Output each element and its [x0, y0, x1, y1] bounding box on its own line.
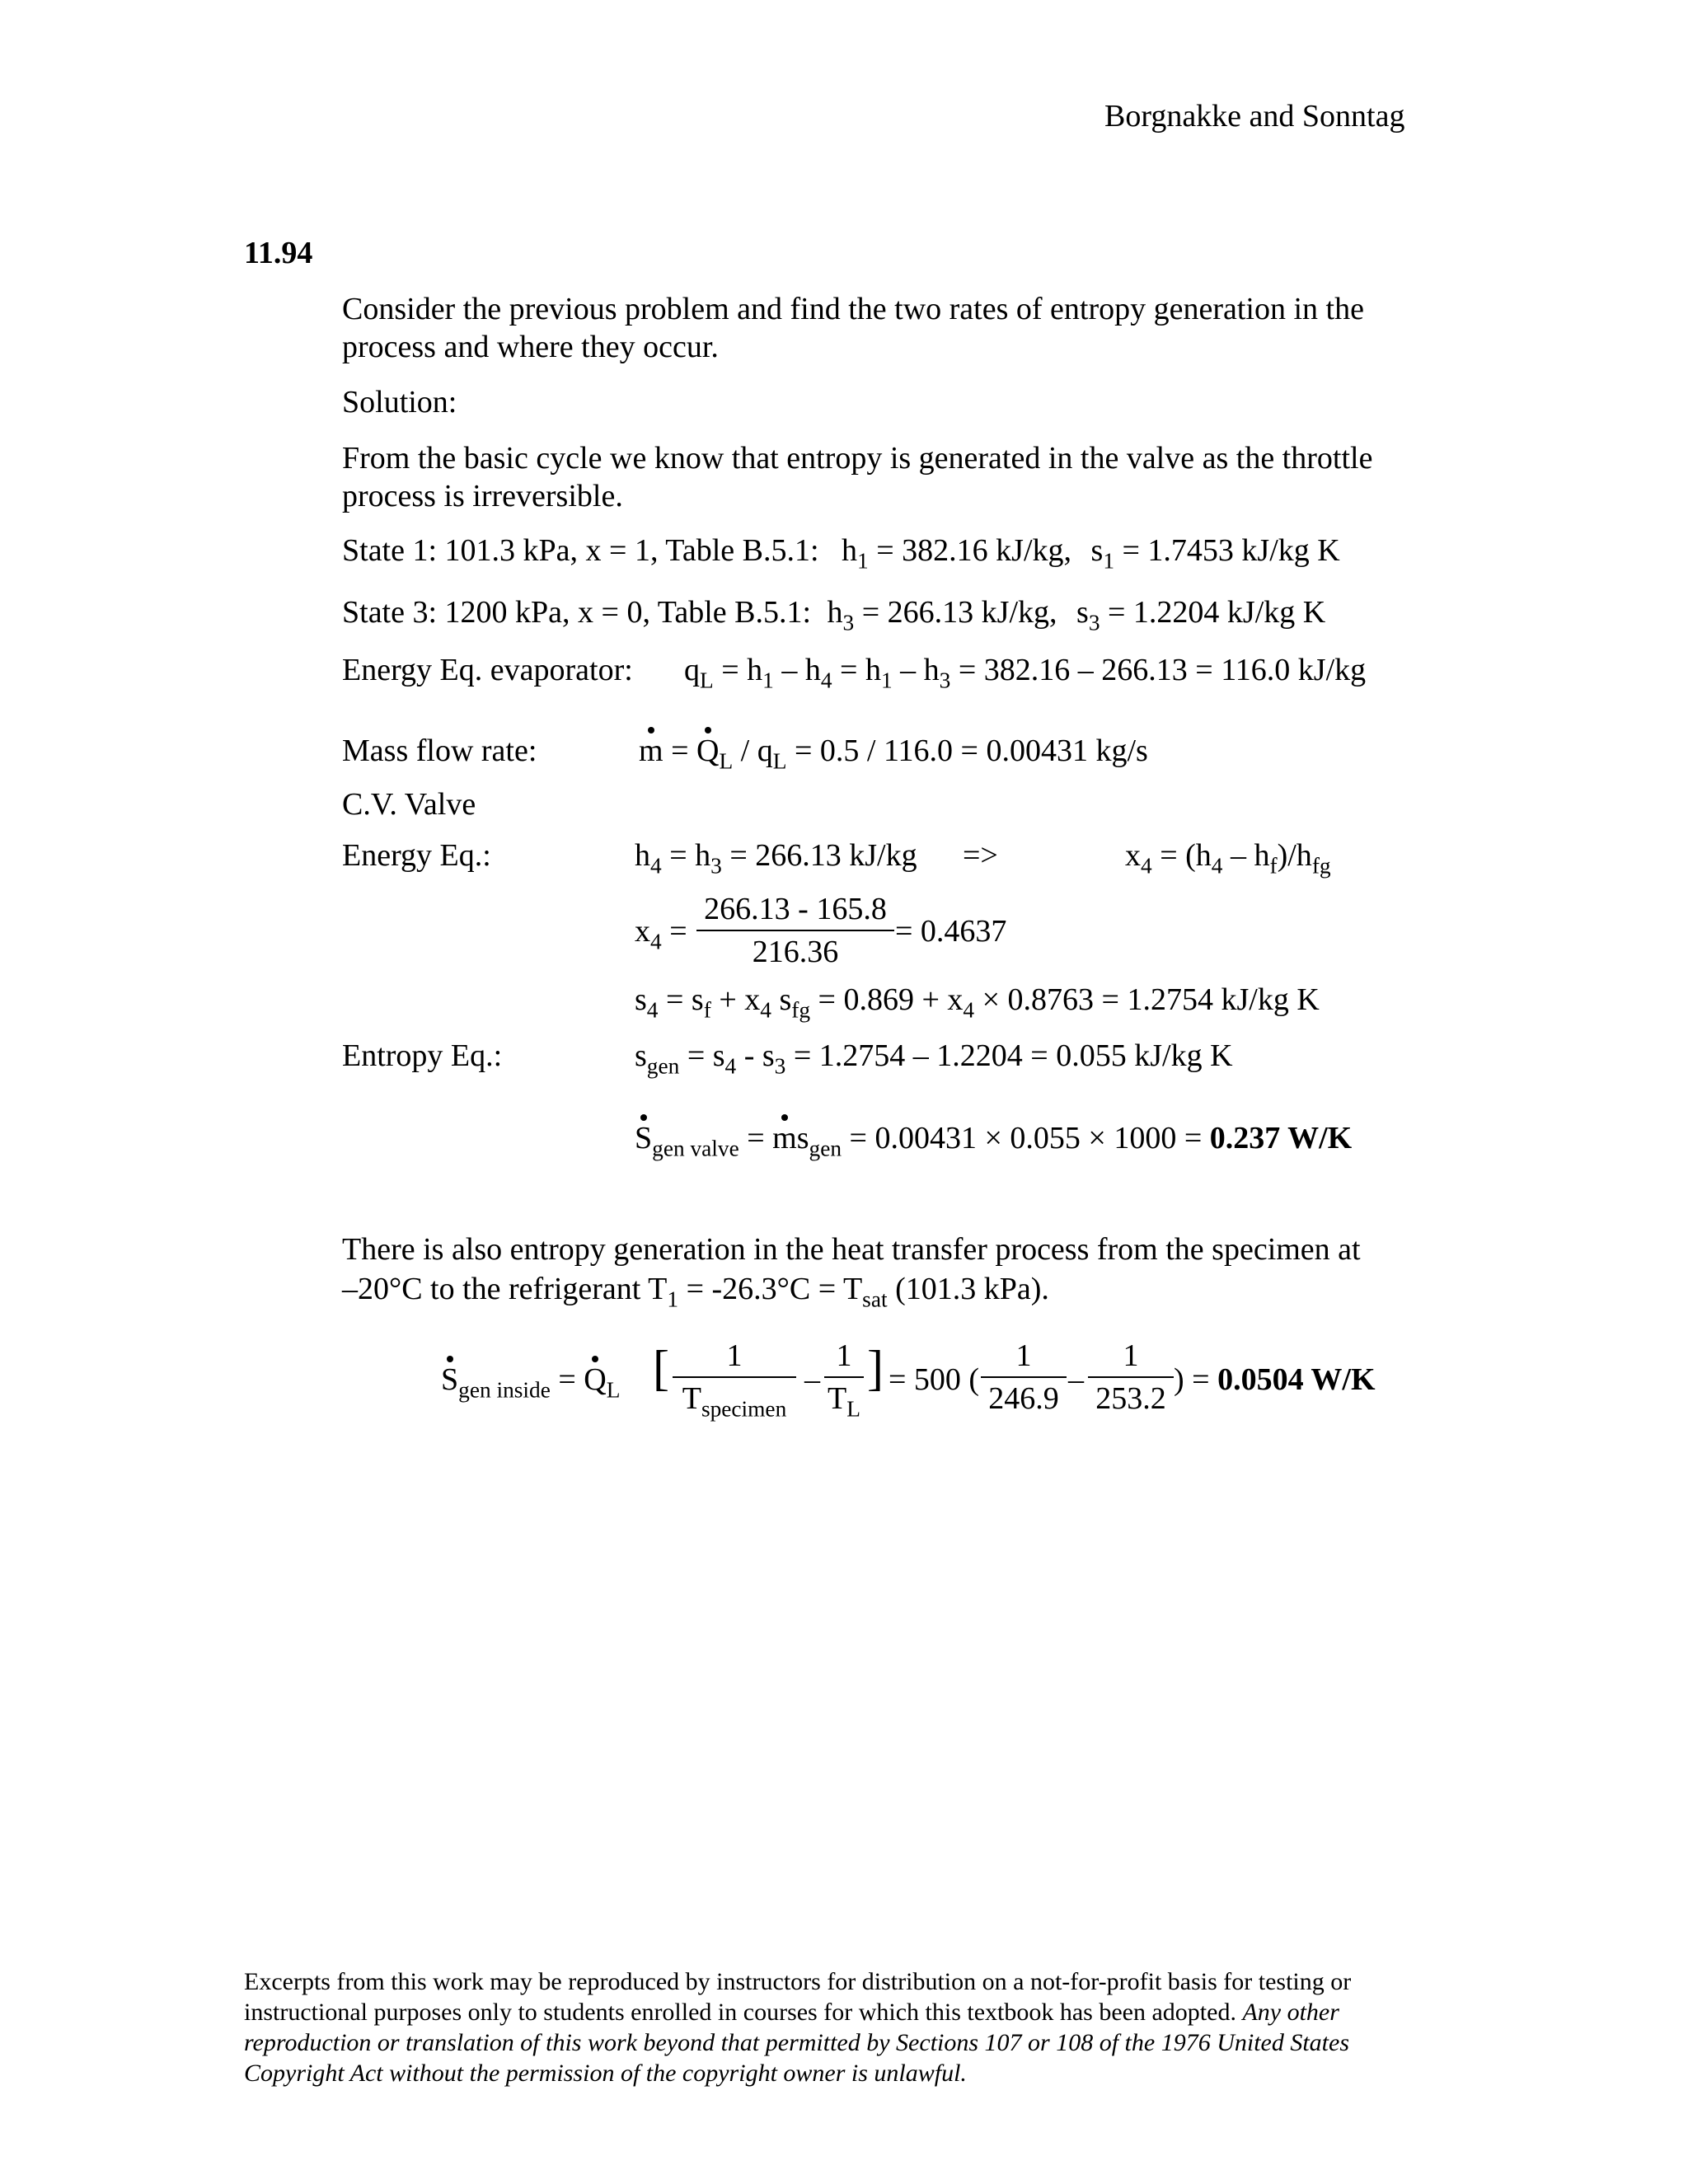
heat-transfer-line1: There is also entropy generation in the heat transfer process from the specimen at [342, 1232, 1361, 1267]
heat-transfer-line2: –20°C to the refrigerant $T_1 = -26.3^\circ C = T_{sat}$ (101.3 kPa). [342, 1272, 1049, 1312]
state3-h: $h_3 = 266.13$ kJ/kg, [827, 595, 1057, 635]
fraction-bar [696, 930, 894, 931]
energy-valve-label: Energy Eq.: [342, 838, 491, 873]
x4-result: = 0.4637 [895, 914, 1007, 949]
sgen-valve-result: 0.237 W/K [1209, 1121, 1353, 1155]
mass-flow-label: Mass flow rate: [342, 733, 537, 768]
problem-number: 11.94 [244, 236, 313, 270]
sgen-inside-tail: ) = 0.0504 W/K [1174, 1362, 1376, 1397]
left-bracket: [ [653, 1341, 669, 1395]
energy-evap-eq: $q_L = h_1 - h_4 = h_1 - h_3 = 382.16 - 266.13 = 116.0$ kJ/kg [684, 653, 1367, 693]
state1-s: $s_1 = 1.7453$ kJ/kg K [1090, 533, 1340, 574]
energy-valve-arrow: => [963, 838, 998, 873]
minus-sign-2: – [1068, 1362, 1084, 1397]
problem-text: Consider the previous problem and find the two rates of entropy generation in the process and where they occur. [342, 292, 1364, 364]
energy-valve-eq: $h_4 = h_3 = 266.13$ kJ/kg [635, 838, 917, 879]
state1-label: State 1: 101.3 kPa, x = 1, Table B.5.1: [342, 533, 819, 568]
sgen-inside-result: 0.0504 W/K [1217, 1362, 1376, 1397]
copyright-footer [244, 1966, 1414, 2088]
sgen-valve-eq: $S_{gen valve} = ms_{gen} = 0.00431 \times 0.055 \times 1000 = 0.237$ W/K [635, 1121, 1353, 1161]
solution-label: Solution: [342, 385, 457, 419]
state1-h: $h_1 = 382.16$ kJ/kg, [842, 533, 1072, 574]
intro-text: From the basic cycle we know that entropy is generated in the valve as the throttle process is irreversible. [342, 441, 1373, 513]
mass-flow-eq: $m = Q_L / q_L = 0.5 / 116.0 = 0.00431$ kg/s [639, 733, 1148, 774]
frac-specimen: 1 $T_{specimen}$ [673, 1337, 796, 1418]
footer-normal: Excerpts from this work may be reproduced by instructors for distribution on a not-for-profit basis for testing or instructional purposes only to students enrolled in courses for which this textbook has been adopted. [244, 1968, 1352, 2026]
sgen-inside-mid: = 500 ( [889, 1362, 980, 1397]
x4-numerator: 266.13 - 165.8 [704, 892, 887, 926]
frac-253: 1 253.2 [1088, 1337, 1174, 1418]
entropy-eq: $s_{gen} = s_4 - s_3 = 1.2754 - 1.2204 = 0.055$ kJ/kg K [635, 1038, 1233, 1079]
x4-denominator: 216.36 [752, 935, 839, 969]
state3-label: State 3: 1200 kPa, x = 0, Table B.5.1: [342, 595, 812, 630]
header-authors: Borgnakke and Sonntag [1104, 99, 1405, 134]
frac-246: 1 246.9 [981, 1337, 1067, 1418]
minus-sign-1: – [804, 1362, 820, 1397]
right-bracket: ] [867, 1341, 884, 1395]
state3-s: $s_3 = 1.2204$ kJ/kg K [1076, 595, 1326, 635]
sgen-inside-lhs: $S_{gen inside} = Q_L$ [441, 1362, 621, 1403]
x4-definition: $x_4 = (h_4 - h_f)/h_{fg}$ [1125, 838, 1331, 879]
x4-symbol: $x_4$ = [635, 914, 687, 954]
frac-tl: 1 $T_L$ [824, 1337, 864, 1418]
s4-line: $s_4 = s_f + x_4$ $s_{fg} = 0.869 + x_4 \times 0.8763 = 1.2754$ kJ/kg K [635, 982, 1320, 1023]
energy-evap-label: Energy Eq. evaporator: [342, 653, 633, 687]
state3-line [342, 593, 1326, 635]
entropy-eq-label: Entropy Eq.: [342, 1038, 503, 1073]
cv-valve-label: C.V. Valve [342, 787, 476, 822]
footer-italic: Any other reproduction or translation of this work beyond that permitted by Sections 107 or 108 of the 1976 United States Copyright Act without the permission of the copyright owner is unlawful. [244, 1999, 1350, 2087]
state1-line [342, 532, 1340, 574]
x4-fraction [696, 890, 894, 971]
